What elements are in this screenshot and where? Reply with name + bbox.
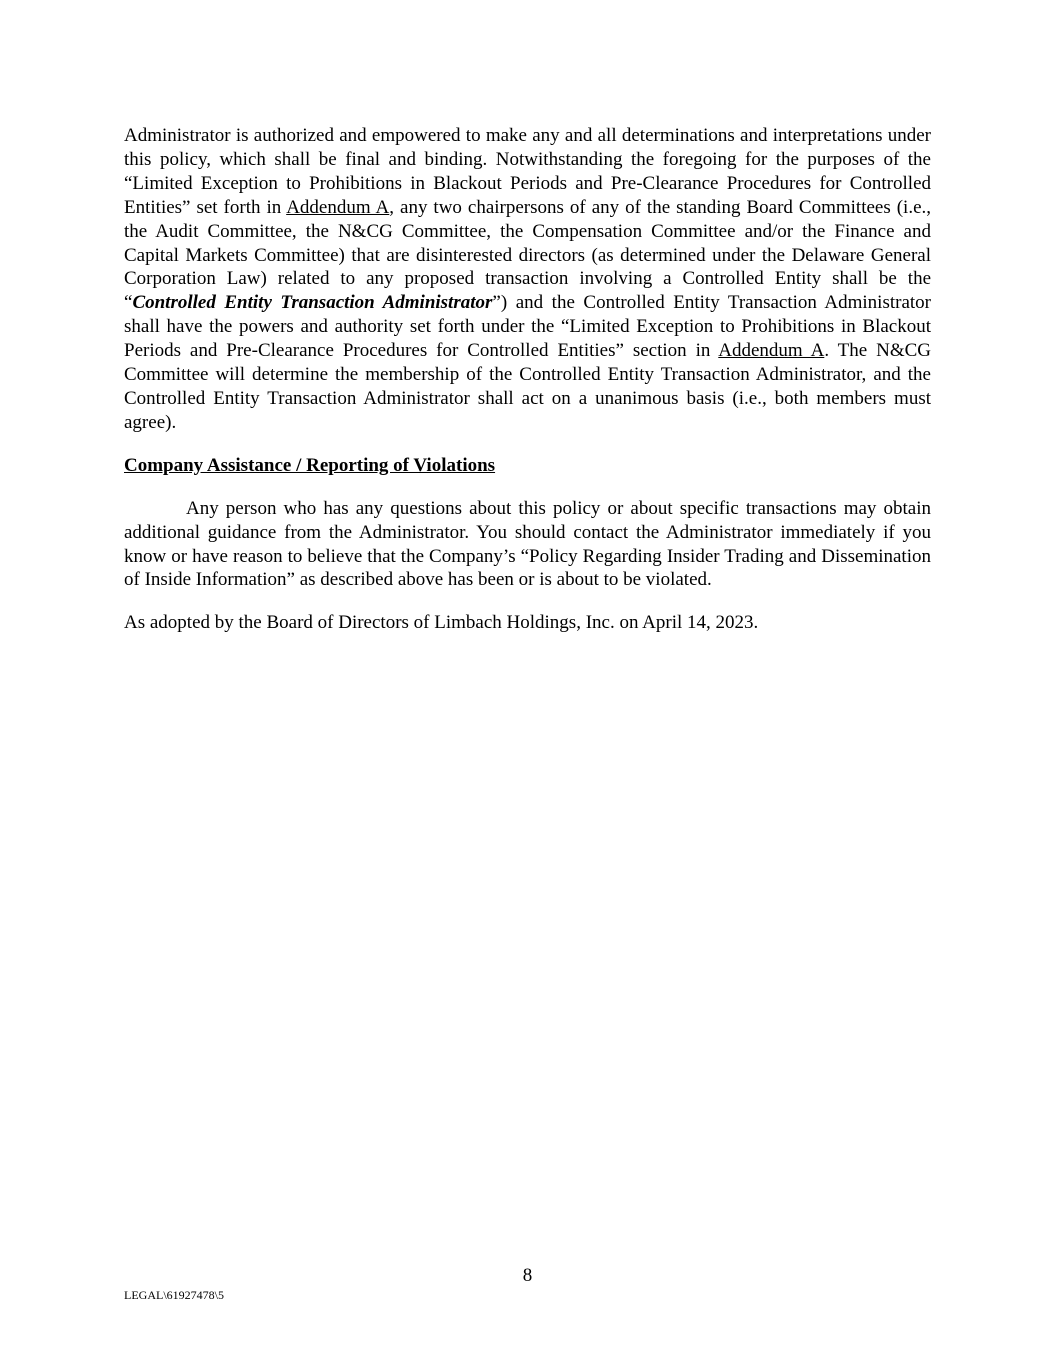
defined-term: Controlled Entity Transaction Administrator	[132, 292, 493, 314]
page-number: 8	[522, 1265, 533, 1286]
administrator-paragraph	[124, 124, 931, 435]
assistance-paragraph: Any person who has any questions about this policy or about specific transactions may obtain additional guidance from the Administrator. You should contact the Administrator immediately if you know or have reason to believe that the Company’s “Policy Regarding Insider Trading and Dissemination of Inside Information” as described above has been or is about to be violated.	[124, 497, 931, 591]
paragraph-text: ”) and the Controlled Entity Transaction Administrator shall have the powers and authority set forth under the “Limited Exception to Prohibitions in Blackout Periods and Pre-Clearance Procedures for Controlled Entities” section in	[124, 292, 931, 362]
section-heading: Company Assistance / Reporting of Violations	[124, 454, 496, 476]
paragraph-text: , any two chairpersons of any of the standing Board Committees (i.e., the Audit Committee, the N&CG Committee, the Compensation Committee and/or the Finance and Capital Markets Committee) that are disinterested directors (as determined under the Delaware General Corporation Law) related to any proposed transaction involving a Controlled Entity shall be the “	[124, 196, 932, 314]
paragraph-text: Administrator is authorized and empowered to make any and all determinations and interpretations under this policy, which shall be final and binding. Notwithstanding the foregoing for the purposes of the “Limited Exception to Prohibitions in Blackout Periods and Pre-Clearance Procedures for Controlled Entities” set forth in	[124, 125, 931, 218]
document-body	[124, 124, 931, 635]
addendum-a-reference: Addendum A	[286, 196, 390, 218]
document-id: LEGAL\61927478\5	[124, 1288, 224, 1302]
adoption-statement: As adopted by the Board of Directors of Limbach Holdings, Inc. on April 14, 2023.	[124, 612, 759, 634]
addendum-a-reference: Addendum A	[718, 340, 825, 362]
paragraph-text: . The N&CG Committee will determine the membership of the Controlled Entity Transaction Administrator, and the Controlled Entity Transaction Administrator shall act on a unanimous basis (i.e., both members must agree).	[124, 340, 932, 433]
